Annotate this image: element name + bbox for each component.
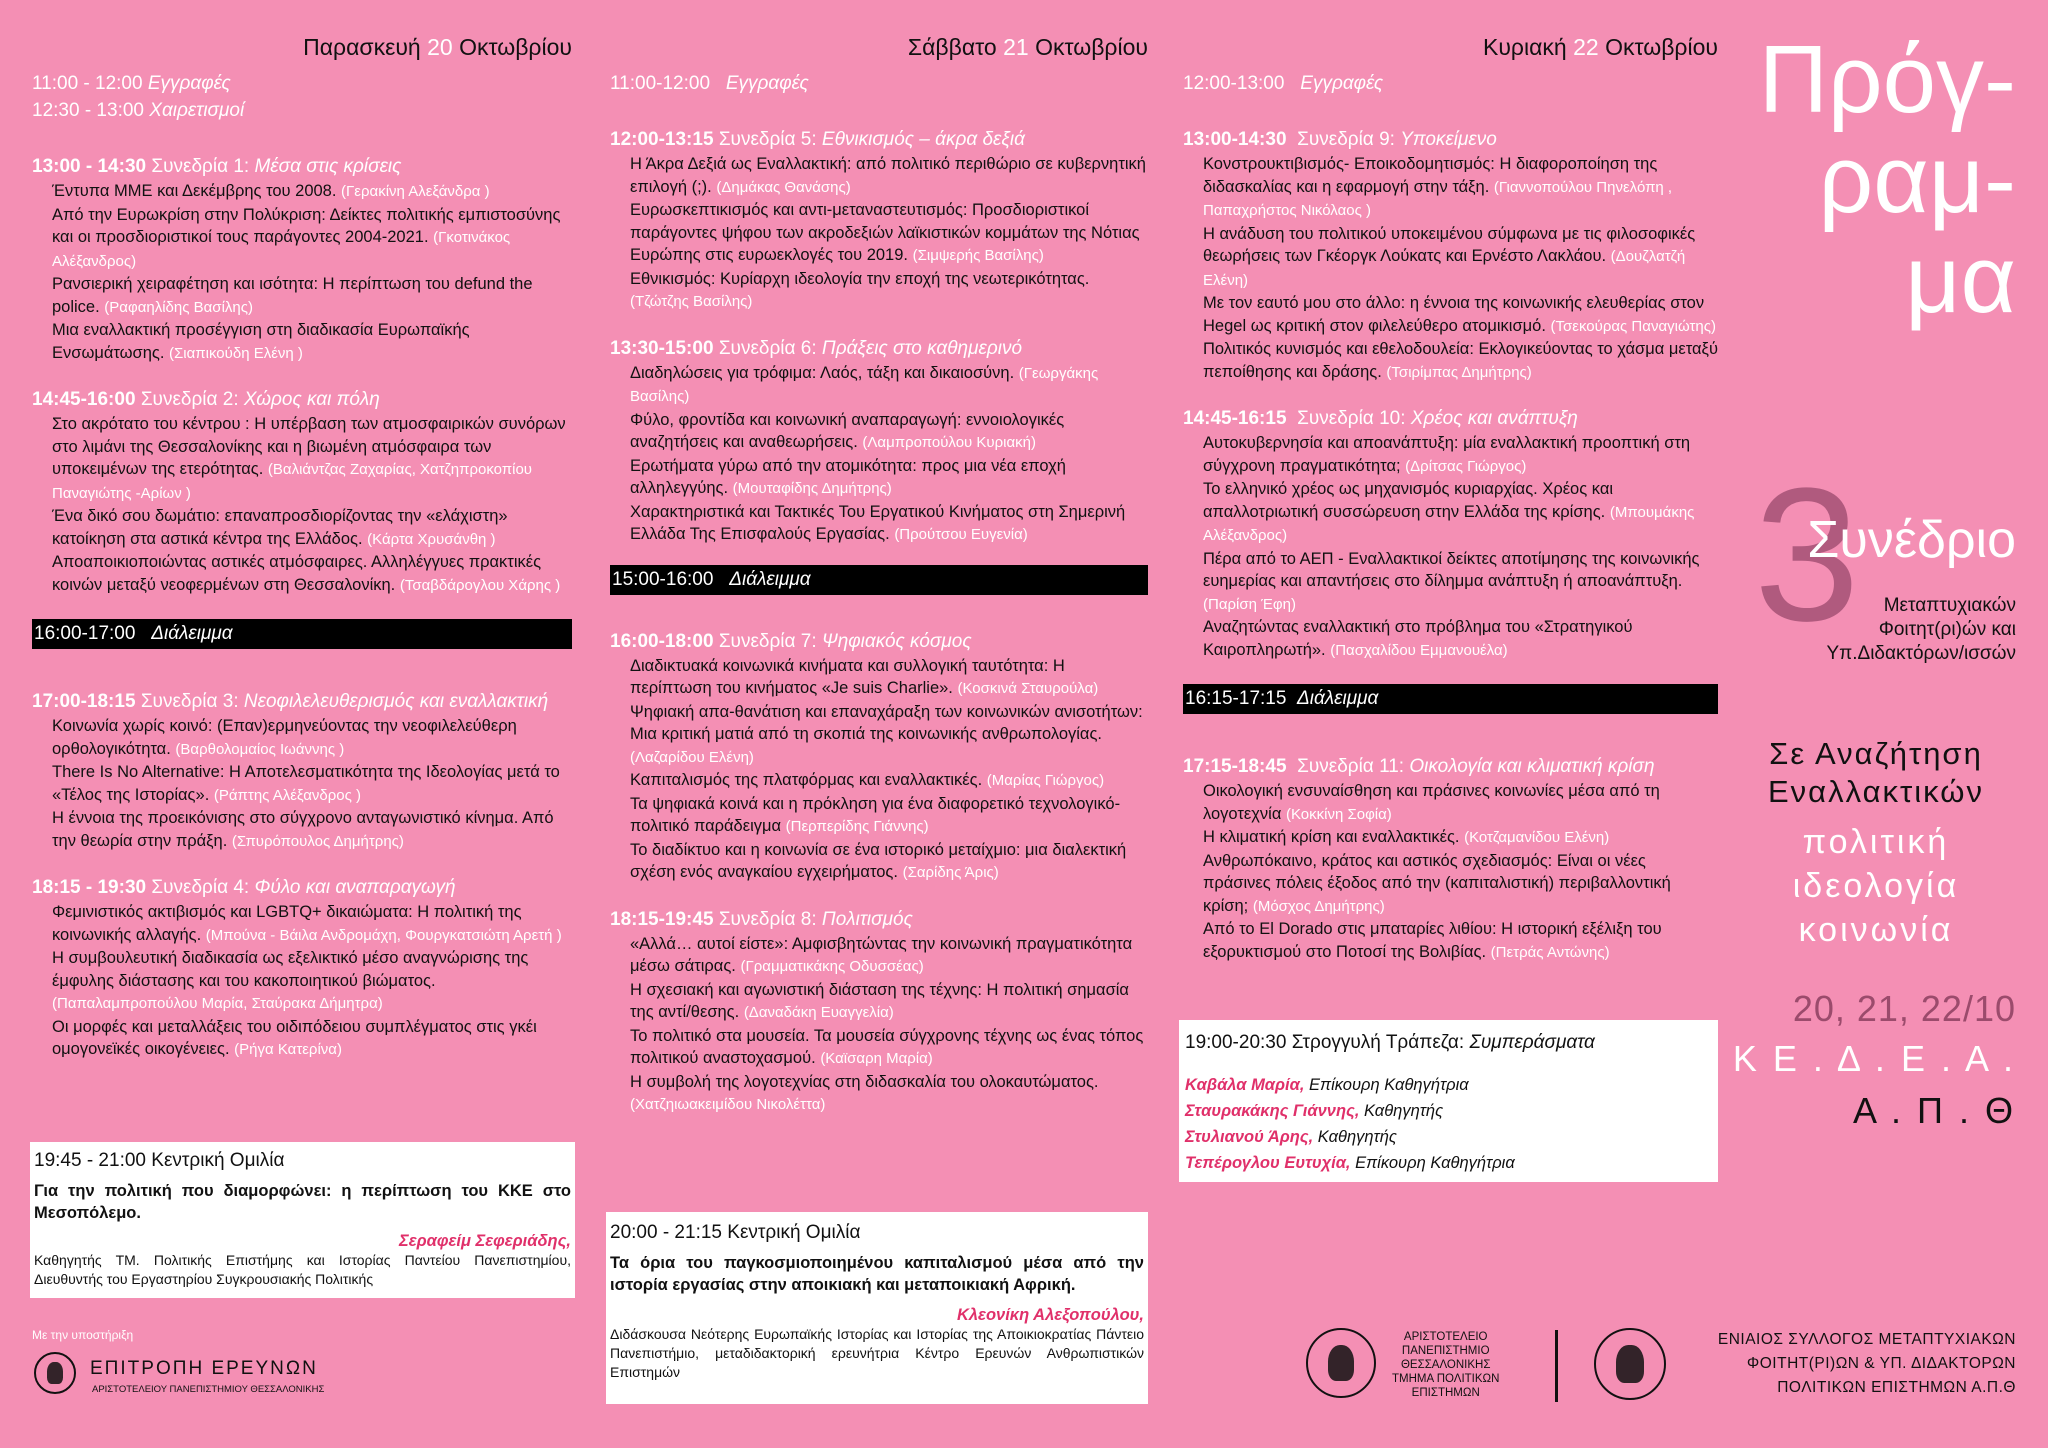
talk: Η συμβουλευτική διαδικασία ως εξελικτικό μέσο αναγνώρισης της έμφυλης διάστασης και του κακοποιητικού βιώματος. (Παπαλαμπροπούλου Μαρία, Σταύρακα Δήμητρα)	[52, 949, 529, 1012]
talk: Η σχεσιακή και αγωνιστική διάσταση της τέχνης: Η πολιτική σημασία της αντί/θεσης. (Δαναδάκη Ευαγγελία)	[630, 980, 1129, 1021]
break-bar: 16:00-17:00 Διάλειμμα	[32, 619, 572, 649]
conference-number: 3	[1754, 449, 1860, 661]
session-1: 13:00 - 14:30 Συνεδρία 1: Μέσα στις κρίσεις Έντυπα ΜΜΕ και Δεκέμβρης του 2008. (Γερακίνη Αλεξάνδρα ) Από την Ευρωκρίση στην Πολύκριση: Δείκτες πολιτικής εμπιστοσύνης και οι προσδιοριστικοί τους παράγοντες 2004-2021. (Γκοτινάκος Αλέξανδρος) Ρανσιερική χειραφέτηση και ισότητα: Η περίπτωση του defund the police. (Ραφαηλίδης Βασίλης) Μια εναλλακτική προσέγγιση στη διαδικασία Ευρωπαϊκής Ενσωμάτωσης. (Σιαπικούδη Ελένη )	[32, 154, 572, 365]
talk: Στο ακρότατο του κέντρου : Η υπέρβαση των ατμοσφαιρικών συνόρων στο λιμάνι της Θεσσαλονίκης και η βιωμένη ατμόσφαιρα των υποκειμένων της ετερότητας. (Βαλιάντζας Ζαχαρίας, Χατζηπροκοπίου Παναγιώτης -Αρίων )	[52, 415, 566, 502]
talk: Φεμινιστικός ακτιβισμός και LGBTQ+ δικαιώματα: Η πολιτική της κοινωνικής αλλαγής. (Μπούνα - Βάιλα Ανδρομάχη, Φουργκατσιώτη Αρετή )	[52, 903, 562, 944]
association-logo	[1594, 1328, 1666, 1400]
theme-keywords: πολιτική ιδεολογία κοινωνία	[1792, 823, 1960, 949]
talk: Ψηφιακή απα-θανάτιση και επαναχάραξη των κοινωνικών ανισοτήτων: Μια κριτική ματιά από τη σκοπιά της κοινωνικής ανθρωπολογίας. (Λαζαρίδου Ελένη)	[630, 702, 1143, 766]
talk: Πέρα από το ΑΕΠ - Εναλλακτικοί δείκτες αποτίμησης της κοινωνικής ευημερίας και απαντήσεις στο δίλημμα ανάπτυξη ή αποανάπτυξη. (Παρίση Έφη)	[1203, 549, 1700, 613]
panelist: Στυλιανού Άρης, Καθηγητής	[1185, 1128, 1397, 1146]
session-5: 12:00-13:15 Συνεδρία 5: Εθνικισμός – άκρα δεξιά Η Άκρα Δεξιά ως Εναλλακτική: από πολιτικό περιθώριο σε κυβερνητική επιλογή (;). (Δημάκας Θανάσης) Ευρωσκεπτικισμός και αντι-μεταναστευτισμός: Προσδιοριστικοί παράγοντες ψήφου των ακροδεξιών λαϊκιστικών κομμάτων της Νότιας Ευρώπης στις ευρωεκλογές του 2019. (Σιμψερής Βασίλης) Εθνικισμός: Κυρίαρχη ιδεολογία την εποχή της νεωτερικότητας. (Τζώτζης Βασίλης)	[610, 127, 1148, 314]
talk: Οικολογική ενσυναίσθηση και πράσινες κοινωνίες μέσα από τη λογοτεχνία (Κοκκίνη Σοφία)	[1203, 782, 1660, 823]
auth-university-logo	[1306, 1328, 1376, 1398]
venue-line1: Κ Ε . Δ . Ε . Α .	[1732, 1038, 2016, 1079]
session-3: 17:00-18:15 Συνεδρία 3: Νεοφιλελευθερισμός και εναλλακτική Κοινωνία χωρίς κοινό: (Επαν)ερμηνεύοντας την νεοφιλελεύθερη ορθολογικότητα. (Βαρθολομαίος Ιωάννης ) There Is No Alternative: Η Αποτελεσματικότητα της Ιδεολογίας μετά το «Τέλος της Ιστορίας». (Ράπτης Αλέξανδρος ) Η έννοια της προεικόνισης στο σύγχρονο ανταγωνιστικό κίνημα. Από την θεωρία στην πράξη. (Σπυρόπουλος Δημήτρης)	[32, 689, 572, 853]
talk: Χαρακτηριστικά και Τακτικές Του Εργατικού Κινήματος στη Σημερινή Ελλάδα Της Επισφαλούς Εργασίας. (Προύτσου Ευγενία)	[630, 502, 1126, 543]
support-org: ΕΠΙΤΡΟΠΗ ΕΡΕΥΝΩΝ	[90, 1358, 318, 1379]
break-bar: 15:00-16:00 Διάλειμμα	[610, 565, 1148, 595]
session-9: 13:00-14:30 Συνεδρία 9: Υποκείμενο Κονστρουκτιβισμός- Εποικοδομητισμός: Η διαφοροποίηση της διδασκαλίας και η εφαρμογή στην τάξη. (Γιαννοπούλου Πηνελόπη , Παπαχρήστος Νικόλαος ) Η ανάδυση του πολιτικού υποκειμένου σύμφωνα με τις φιλοσοφικές θεωρήσεις των Γκέοργκ Λούκατς και Ερνέστο Λακλάου. (Δουζλατζή Ελένη) Με τον εαυτό μου στο άλλο: η έννοια της κοινωνικής ελευθερίας στον Hegel ως κριτική στον φιλελεύθερο ατομικισμό. (Τσεκούρας Παναγιώτης) Πολιτικός κυνισμός και εθελοδουλεία: Εκλογικεύοντας το χάσμα μεταξύ πεποίθησης και δράσης. (Τσιρίμπας Δημήτρης)	[1183, 127, 1718, 384]
conference-subtitle: Μεταπτυχιακών Φοιτητ(ρι)ών και Υπ.Διδακτόρων/ισσών	[1826, 595, 2016, 664]
support-label: Με την υποστήριξη	[32, 1328, 134, 1342]
talk: Κονστρουκτιβισμός- Εποικοδομητισμός: Η διαφοροποίηση της διδασκαλίας και η εφαρμογή στην τάξη. (Γιαννοπούλου Πηνελόπη , Παπαχρήστος Νικόλαος )	[1203, 155, 1673, 219]
talk: Ρανσιερική χειραφέτηση και ισότητα: Η περίπτωση του defund the police. (Ραφαηλίδης Βασίλης)	[52, 275, 533, 316]
association-name: ΕΝΙΑΙΟΣ ΣΥΛΛΟΓΟΣ ΜΕΤΑΠΤΥΧΙΑΚΩΝ ΦΟΙΤΗΤ(ΡΙ)ΩΝ & ΥΠ. ΔΙΔΑΚΤΟΡΩΝ ΠΟΛΙΤΙΚΩΝ ΕΠΙΣΤΗΜΩΝ Α.Π.Θ	[1717, 1331, 2016, 1396]
talk: Κοινωνία χωρίς κοινό: (Επαν)ερμηνεύοντας την νεοφιλελεύθερη ορθολογικότητα. (Βαρθολομαίος Ιωάννης )	[52, 717, 517, 758]
slot-registration: 11:00 - 12:00 Εγγραφές	[32, 73, 231, 94]
talk: Εθνικισμός: Κυρίαρχη ιδεολογία την εποχή της νεωτερικότητας. (Τζώτζης Βασίλης)	[630, 269, 1090, 310]
program-title-line3: μα	[1905, 226, 2016, 333]
program-title-line1: Πρόγ-	[1758, 26, 2016, 133]
session-8: 18:15-19:45 Συνεδρία 8: Πολιτισμός «Αλλά… αυτοί είστε»: Αμφισβητώντας την κοινωνική πραγματικότητα μέσω σάτιρας. (Γραμματικάκης Οδυσσέας) Η σχεσιακή και αγωνιστική διάσταση της τέχνης: Η πολιτική σημασία της αντί/θεσης. (Δαναδάκη Ευαγγελία) Το πολιτικό στα μουσεία. Τα μουσεία σύγχρονης τέχνης ως ένας τόπος πολιτικού αναστοχασμού. (Καϊσαρη Μαρία) Η συμβολή της λογοτεχνίας στη διδασκαλία του ολοκαυτώματος. (Χατζηιωακειμίδου Νικολέττα)	[610, 907, 1148, 1117]
talk: Αυτοκυβερνησία και αποανάπτυξη: μία εναλλακτική προοπτική στη σύγχρονη πραγματικότητα; (Δρίτσας Γιώργος)	[1203, 434, 1691, 475]
day1-title: Παρασκευή 20 Οκτωβρίου	[303, 34, 572, 60]
talk: Τα ψηφιακά κοινά και η πρόκληση για ένα διαφορετικό τεχνολογικό-πολιτικό παράδειγμα (Περπερίδης Γιάννης)	[630, 794, 1121, 835]
talk: Διαδικτυακά κοινωνικά κινήματα και συλλογική ταυτότητα: Η περίπτωση του κινήματος «Je suis Charlie». (Κοσκινά Σταυρούλα)	[630, 656, 1099, 697]
talk: Το ελληνικό χρέος ως μηχανισμός κυριαρχίας. Χρέος και απαλλοτριωτική συσσώρευση στην Ελλάδα της κρίσης. (Μπουμάκης Αλέξανδρος)	[1203, 480, 1695, 544]
talk: Ανθρωπόκαινο, κράτος και αστικός σχεδιασμός: Είναι οι νέες πράσινες πόλεις έξοδος από την (καπιταλιστική) περιβαλλοντική κρίση; (Μόσχος Δημήτρης)	[1203, 851, 1671, 915]
session-6: 13:30-15:00 Συνεδρία 6: Πράξεις στο καθημερινό Διαδηλώσεις για τρόφιμα: Λαός, τάξη και δικαιοσύνη. (Γεωργάκης Βασίλης) Φύλο, φροντίδα και κοινωνική αναπαραγωγή: εννοιολογικές αναζητήσεις και αναθεωρήσεις. (Λαμπροπούλου Κυριακή) Ερωτήματα γύρω από την ατομικότητα: προς μια νέα εποχή αλληλεγγύης. (Μουταφίδης Δημήτρης) Χαρακτηριστικά και Τακτικές Του Εργατικού Κινήματος στη Σημερινή Ελλάδα Της Επισφαλούς Εργασίας. (Προύτσου Ευγενία)	[610, 336, 1148, 547]
talk: Ευρωσκεπτικισμός και αντι-μεταναστευτισμός: Προσδιοριστικοί παράγοντες ψήφου των ακροδεξιών λαϊκιστικών κομμάτων της Νότιας Ευρώπης στις ευρωεκλογές του 2019. (Σιμψερής Βασίλης)	[630, 201, 1140, 264]
session-4: 18:15 - 19:30 Συνεδρία 4: Φύλο και αναπαραγωγή Φεμινιστικός ακτιβισμός και LGBTQ+ δικαιώματα: Η πολιτική της κοινωνικής αλλαγής. (Μπούνα - Βάιλα Ανδρομάχη, Φουργκατσιώτη Αρετή ) Η συμβουλευτική διαδικασία ως εξελικτικό μέσο αναγνώρισης της έμφυλης διάστασης και του κακοποιητικού βιώματος. (Παπαλαμπροπούλου Μαρία, Σταύρακα Δήμητρα) Οι μορφές και μεταλλάξεις του οιδιπόδειου συμπλέγματος στις γκέι ομογονεϊκές οικογένειες. (Ρήγα Κατερίνα)	[32, 875, 572, 1062]
talk: Από το El Dorado στις μπαταρίες λιθίου: Η ιστορική εξέλιξη του εξορυκτισμού στο Ποτοσί της Βολιβίας. (Πετράς Αντώνης)	[1203, 920, 1662, 961]
break-bar: 16:15-17:15 Διάλειμμα	[1183, 684, 1718, 714]
keynote-box-day1: 19:45 - 21:00 Κεντρική Ομιλία Για την πολιτική που διαμορφώνει: η περίπτωση του ΚΚΕ στο Μεσοπόλεμο. Σεραφείμ Σεφεριάδης, Καθηγητής ΤΜ. Πολιτικής Επιστήμης και Ιστορίας Παντείου Πανεπιστημίου, Διευθυντής του Εργαστηρίου Συγκρουσιακής Πολιτικής	[30, 1142, 575, 1298]
footer-divider	[1555, 1330, 1558, 1402]
talk: Αναζητώντας εναλλακτική στο πρόβλημα του «Στρατηγικού Καιροπληρωτή». (Πασχαλίδου Εμμανουέλα)	[1203, 618, 1633, 659]
session-7: 16:00-18:00 Συνεδρία 7: Ψηφιακός κόσμος Διαδικτυακά κοινωνικά κινήματα και συλλογική ταυτότητα: Η περίπτωση του κινήματος «Je suis Charlie». (Κοσκινά Σταυρούλα) Ψηφιακή απα-θανάτιση και επαναχάραξη των κοινωνικών ανισοτήτων: Μια κριτική ματιά από τη σκοπιά της κοινωνικής ανθρωπολογίας. (Λαζαρίδου Ελένη) Καπιταλισμός της πλατφόρμας και εναλλακτικές. (Μαρίας Γιώργος) Τα ψηφιακά κοινά και η πρόκληση για ένα διαφορετικό τεχνολογικό-πολιτικό παράδειγμα (Περπερίδης Γιάννης) Το διαδίκτυο και η κοινωνία σε ένα ιστορικό μεταίχμιο: μια διαλεκτική σχέση ενός αναγκαίου εγχειρήματος. (Σαρίδης Άρις)	[610, 629, 1148, 885]
talk: Η κλιματική κρίση και εναλλακτικές. (Κοτζαμανίδου Ελένη)	[1203, 828, 1610, 846]
talk: Με τον εαυτό μου στο άλλο: η έννοια της κοινωνικής ελευθερίας στον Hegel ως κριτική στον φιλελεύθερο ατομικισμό. (Τσεκούρας Παναγιώτης)	[1203, 294, 1716, 335]
day2-title: Σάββατο 21 Οκτωβρίου	[907, 34, 1148, 60]
talk: Το διαδίκτυο και η κοινωνία σε ένα ιστορικό μεταίχμιο: μια διαλεκτική σχέση ενός αναγκαίου εγχειρήματος. (Σαρίδης Άρις)	[630, 840, 1127, 881]
slot-greetings: 12:30 - 13:00 Χαιρετισμοί	[32, 100, 245, 121]
talk: Μια εναλλακτική προσέγγιση στη διαδικασία Ευρωπαϊκής Ενσωμάτωσης. (Σιαπικούδη Ελένη )	[52, 321, 470, 362]
talk: Οι μορφές και μεταλλάξεις του οιδιπόδειου συμπλέγματος στις γκέι ομογονεϊκές οικογένειες. (Ρήγα Κατερίνα)	[52, 1017, 537, 1058]
title-panel	[1730, 0, 2048, 1448]
theme-heading: Σε Αναζήτηση Εναλλακτικών	[1767, 736, 1984, 809]
talk: Έντυπα ΜΜΕ και Δεκέμβρης του 2008. (Γερακίνη Αλεξάνδρα )	[52, 182, 490, 200]
talk: Φύλο, φροντίδα και κοινωνική αναπαραγωγή: εννοιολογικές αναζητήσεις και αναθεωρήσεις. (Λαμπροπούλου Κυριακή)	[630, 410, 1065, 451]
talk: Η συμβολή της λογοτεχνίας στη διδασκαλία του ολοκαυτώματος. (Χατζηιωακειμίδου Νικολέττα)	[630, 1072, 1099, 1113]
support-org-sub: ΑΡΙΣΤΟΤΕΛΕΙΟΥ ΠΑΝΕΠΙΣΤΗΜΙΟΥ ΘΕΣΣΑΛΟΝΙΚΗΣ	[92, 1384, 325, 1395]
slot-registration: 11:00-12:00 Εγγραφές	[610, 73, 809, 94]
talk: Ένα δικό σου δωμάτιο: επαναπροσδιορίζοντας την «ελάχιστη» κατοίκηση στα αστικά κέντρα της Ελλάδος. (Κάρτα Χρυσάνθη )	[52, 507, 508, 548]
research-committee-logo	[34, 1352, 76, 1394]
panelist: Σταυρακάκης Γιάννης, Καθηγητής	[1185, 1102, 1444, 1120]
talk: Καπιταλισμός της πλατφόρμας και εναλλακτικές. (Μαρίας Γιώργος)	[630, 771, 1105, 789]
panelist: Τεπέρογλου Ευτυχία, Επίκουρη Καθηγήτρια	[1185, 1154, 1515, 1172]
talk: Η Άκρα Δεξιά ως Εναλλακτική: από πολιτικό περιθώριο σε κυβερνητική επιλογή (;). (Δημάκας Θανάσης)	[630, 155, 1146, 196]
session-2: 14:45-16:00 Συνεδρία 2: Χώρος και πόλη Στο ακρότατο του κέντρου : Η υπέρβαση των ατμοσφαιρικών συνόρων στο λιμάνι της Θεσσαλονίκης και η βιωμένη ατμόσφαιρα των υποκειμένων της ετερότητας. (Βαλιάντζας Ζαχαρίας, Χατζηπροκοπίου Παναγιώτης -Αρίων ) Ένα δικό σου δωμάτιο: επαναπροσδιορίζοντας την «ελάχιστη» κατοίκηση στα αστικά κέντρα της Ελλάδος. (Κάρτα Χρυσάνθη ) Αποαποικιοποιώντας αστικές ατμόσφαιρες. Αλληλέγγυες πρακτικές κοινών μεταξύ νεοφερμένων στη Θεσσαλονίκη. (Τσαβδάρογλου Χάρης )	[32, 387, 572, 597]
talk: Η έννοια της προεικόνισης στο σύγχρονο ανταγωνιστικό κίνημα. Από την θεωρία στην πράξη. (Σπυρόπουλος Δημήτρης)	[52, 809, 554, 850]
venue-line2: Α . Π . Θ	[1852, 1090, 2016, 1131]
program-title-line2: ραμ-	[1818, 126, 2016, 233]
slot-registration: 12:00-13:00 Εγγραφές	[1183, 73, 1384, 94]
conference-word: Συνέδριο	[1807, 511, 2016, 569]
session-10: 14:45-16:15 Συνεδρία 10: Χρέος και ανάπτυξη Αυτοκυβερνησία και αποανάπτυξη: μία εναλλακτική προοπτική στη σύγχρονη πραγματικότητα; (Δρίτσας Γιώργος) Το ελληνικό χρέος ως μηχανισμός κυριαρχίας. Χρέος και απαλλοτριωτική συσσώρευση στην Ελλάδα της κρίσης. (Μπουμάκης Αλέξανδρος) Πέρα από το ΑΕΠ - Εναλλακτικοί δείκτες αποτίμησης της κοινωνικής ευημερίας και απαντήσεις στο δίλημμα ανάπτυξη ή αποανάπτυξη. (Παρίση Έφη) Αναζητώντας εναλλακτική στο πρόβλημα του «Στρατηγικού Καιροπληρωτή». (Πασχαλίδου Εμμανουέλα)	[1183, 406, 1718, 662]
talk: Το πολιτικό στα μουσεία. Τα μουσεία σύγχρονης τέχνης ως ένας τόπος πολιτικού αναστοχασμού. (Καϊσαρη Μαρία)	[630, 1026, 1144, 1067]
talk: Αποαποικιοποιώντας αστικές ατμόσφαιρες. Αλληλέγγυες πρακτικές κοινών μεταξύ νεοφερμένων στη Θεσσαλονίκη. (Τσαβδάρογλου Χάρης )	[52, 553, 561, 594]
talk: «Αλλά… αυτοί είστε»: Αμφισβητώντας την κοινωνική πραγματικότητα μέσω σάτιρας. (Γραμματικάκης Οδυσσέας)	[630, 934, 1133, 975]
university-name: ΑΡΙΣΤΟΤΕΛΕΙΟ ΠΑΝΕΠΙΣΤΗΜΙΟ ΘΕΣΣΑΛΟΝΙΚΗΣ ΤΜΗΜΑ ΠΟΛΙΤΙΚΩΝ ΕΠΙΣΤΗΜΩΝ	[1392, 1331, 1500, 1399]
talk: There Is No Alternative: Η Αποτελεσματικότητα της Ιδεολογίας μετά το «Τέλος της Ιστορίας». (Ράπτης Αλέξανδρος )	[52, 763, 560, 804]
talk: Η ανάδυση του πολιτικού υποκειμένου σύμφωνα με τις φιλοσοφικές θεωρήσεις των Γκέοργκ Λούκατς και Ερνέστο Λακλάου. (Δουζλατζή Ελένη)	[1203, 224, 1696, 289]
talk: Από την Ευρωκρίση στην Πολύκριση: Δείκτες πολιτικής εμπιστοσύνης και οι προσδιοριστικοί τους παράγοντες 2004-2021. (Γκοτινάκος Αλέξανδρος)	[52, 205, 561, 270]
talk: Πολιτικός κυνισμός και εθελοδουλεία: Εκλογικεύοντας το χάσμα μεταξύ πεποίθησης και δράσης. (Τσιρίμπας Δημήτρης)	[1203, 340, 1718, 381]
panelist: Καβάλα Μαρία, Επίκουρη Καθηγήτρια	[1185, 1076, 1469, 1094]
talk: Ερωτήματα γύρω από την ατομικότητα: προς μια νέα εποχή αλληλεγγύης. (Μουταφίδης Δημήτρης)	[630, 456, 1066, 497]
conference-dates: 20, 21, 22/10	[1792, 988, 2016, 1029]
day3-title: Κυριακή 22 Οκτωβρίου	[1483, 34, 1718, 60]
session-11: 17:15-18:45 Συνεδρία 11: Οικολογία και κλιματική κρίση Οικολογική ενσυναίσθηση και πράσινες κοινωνίες μέσα από τη λογοτεχνία (Κοκκίνη Σοφία) Η κλιματική κρίση και εναλλακτικές. (Κοτζαμανίδου Ελένη) Ανθρωπόκαινο, κράτος και αστικός σχεδιασμός: Είναι οι νέες πράσινες πόλεις έξοδος από την (καπιταλιστική) περιβαλλοντική κρίση; (Μόσχος Δημήτρης) Από το El Dorado στις μπαταρίες λιθίου: Η ιστορική εξέλιξη του εξορυκτισμού στο Ποτοσί της Βολιβίας. (Πετράς Αντώνης)	[1183, 754, 1718, 964]
roundtable-box: 19:00-20:30 Στρογγυλή Τράπεζα: Συμπεράσματα Καβάλα Μαρία, Επίκουρη Καθηγήτρια Σταυρακάκης Γιάννης, Καθηγητής Στυλιανού Άρης, Καθηγητής Τεπέρογλου Ευτυχία, Επίκουρη Καθηγήτρια	[1179, 1020, 1718, 1182]
talk: Διαδηλώσεις για τρόφιμα: Λαός, τάξη και δικαιοσύνη. (Γεωργάκης Βασίλης)	[630, 363, 1099, 405]
keynote-box-day2: 20:00 - 21:15 Κεντρική Ομιλία Τα όρια του παγκοσμιοποιημένου καπιταλισμού μέσα από την ιστορία εργασίας στην αποικιακή και μεταποικιακή Αφρική. Κλεονίκη Αλεξοπούλου, Διδάσκουσα Νεότερης Ευρωπαϊκής Ιστορίας και Ιστορίας της Αποικιοκρατίας Πάντειο Πανεπιστήμιο, μεταδιδακτορική ερευνήτρια Κέντρο Ερευνών Ανθρωπιστικών Επιστημών	[606, 1212, 1148, 1404]
